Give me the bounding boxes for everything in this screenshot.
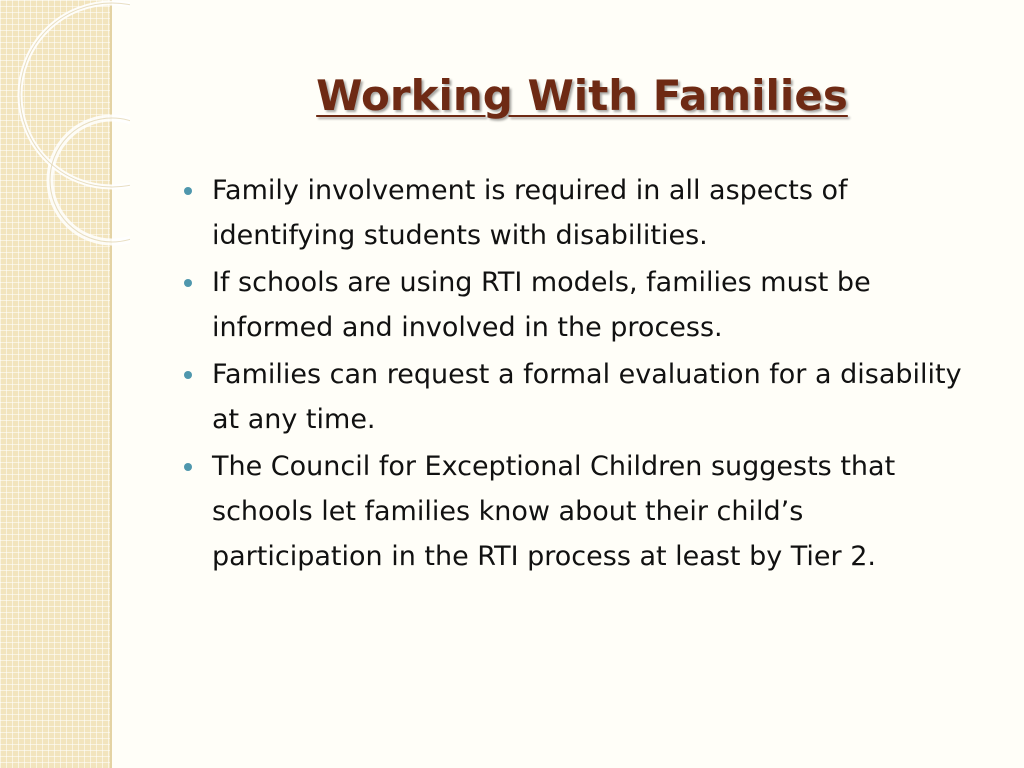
bullet-text: Families can request a formal evaluation for a disability at any time. [212, 359, 962, 435]
bullet-dot-icon [184, 371, 192, 379]
bullet-text: If schools are using RTI models, families must be informed and involved in the process. [212, 267, 871, 343]
bullet-dot-icon [184, 279, 192, 287]
bullet-item [182, 352, 982, 442]
bullet-dot-icon [184, 187, 192, 195]
bullet-dot-icon [184, 463, 192, 471]
slide-title: Working With Families [316, 71, 848, 120]
bullet-list [182, 168, 982, 581]
bullet-item [182, 260, 982, 350]
decorative-circles [0, 0, 130, 300]
bullet-text: Family involvement is required in all aspects of identifying students with disabilities. [212, 175, 848, 251]
bullet-text: The Council for Exceptional Children suggests that schools let families know about their child’s participation in the RTI process at least by Tier 2. [212, 451, 896, 572]
bullet-item [182, 168, 982, 258]
decorative-circle-small [50, 118, 130, 242]
bullet-item [182, 444, 982, 579]
decorative-circle-large [20, 3, 130, 187]
